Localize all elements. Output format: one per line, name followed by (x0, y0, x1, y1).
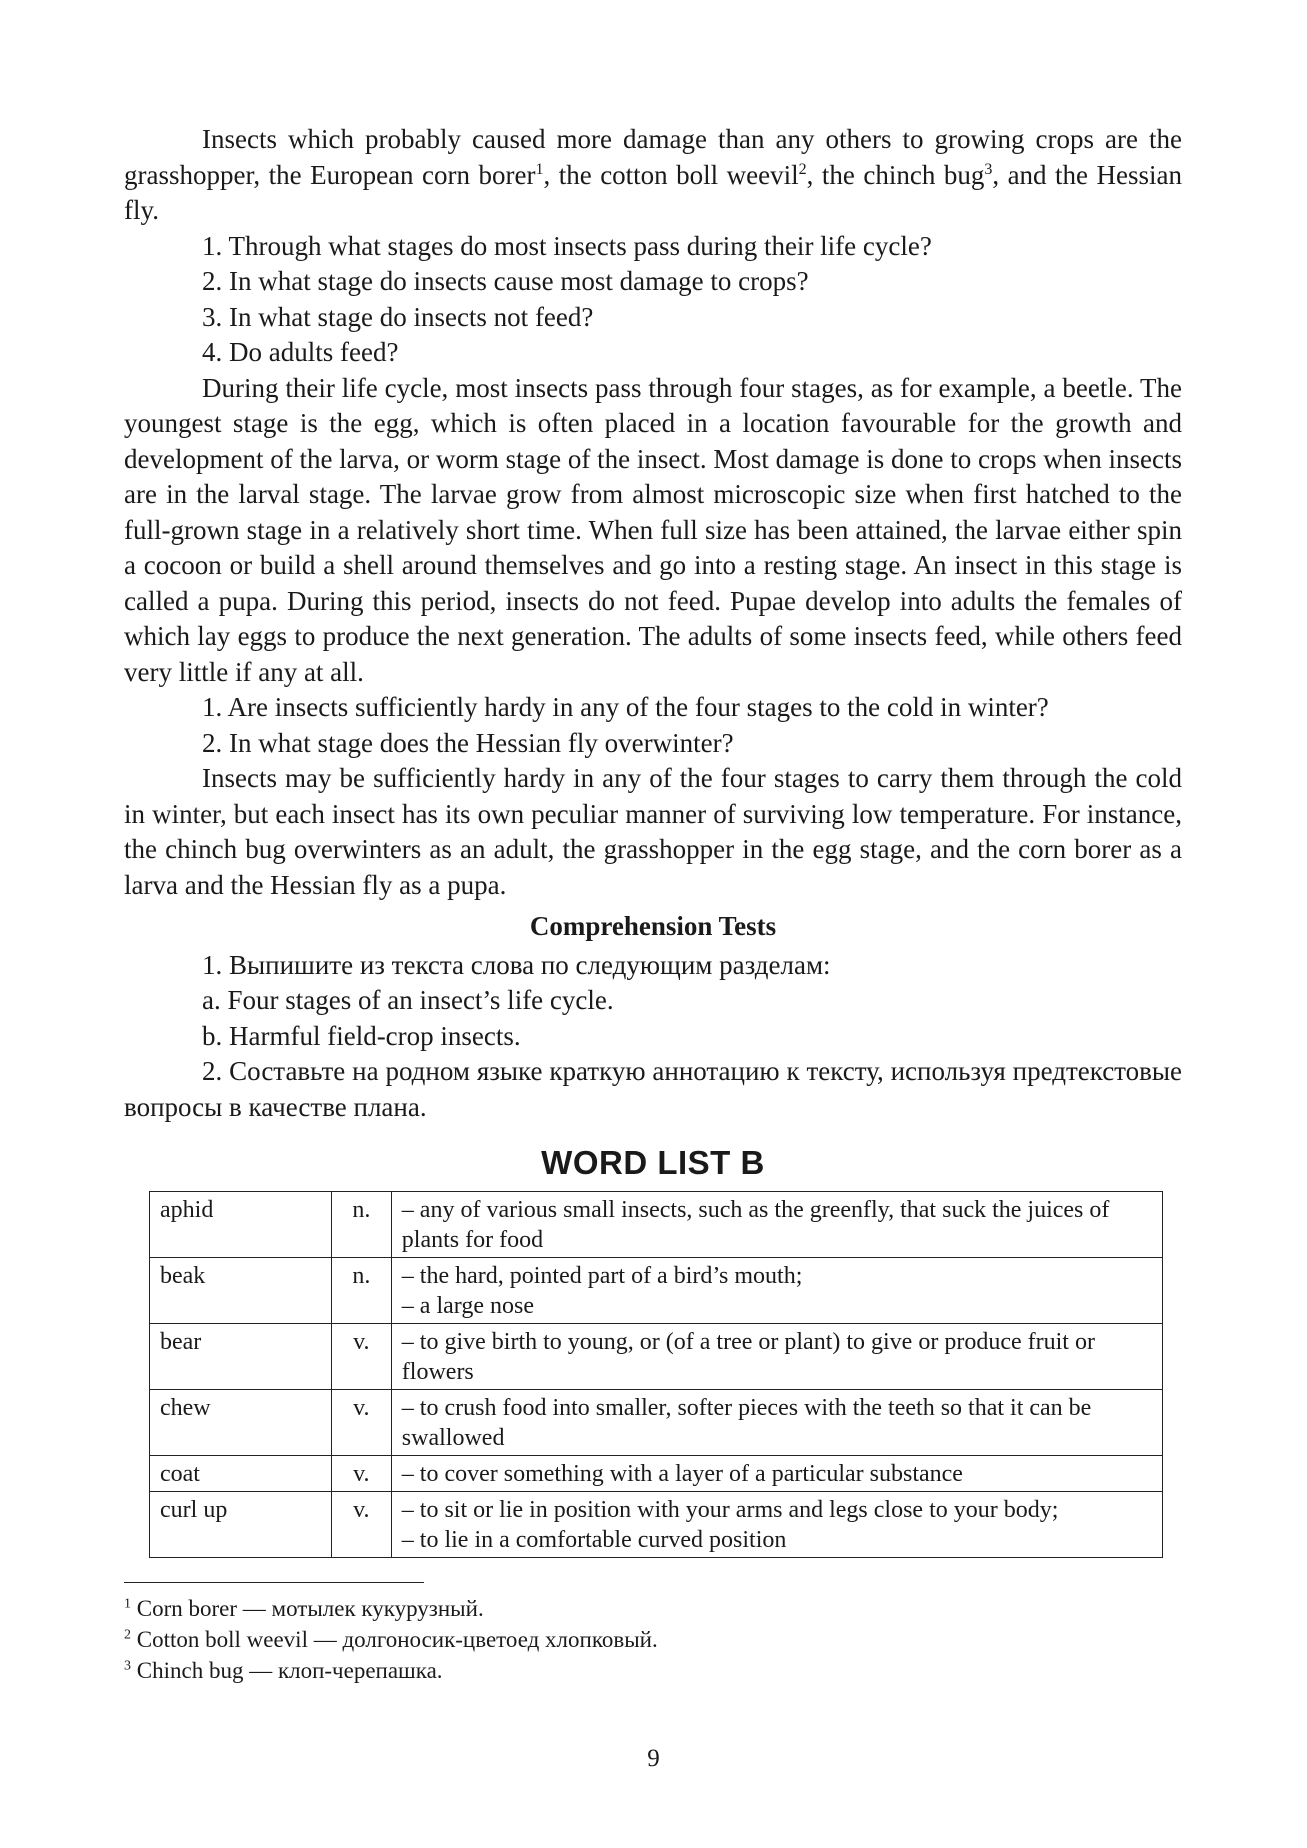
intro-text-b: , the cotton boll weevil (543, 159, 799, 190)
part-of-speech-cell: v. (331, 1390, 391, 1456)
footnote-ref-1: 1 (535, 160, 544, 178)
word-list-table (149, 1191, 1163, 1558)
question: 3. In what stage do insects not feed? (202, 301, 594, 332)
definition-line: – any of various small insects, such as the greenfly, that suck the juices of plants for food (401, 1197, 1110, 1253)
definition-line: – to cover something with a layer of a particular substance (401, 1461, 963, 1487)
winter-paragraph: Insects may be sufficiently hardy in any of the four stages to carry them through the cold in winter, but each insect has its own peculiar manner of surviving low temperature. For instance, the chinch bug overwinters as an adult, the grasshopper in the egg stage, and the corn borer as a larva and the Hessian fly as a pupa. (124, 763, 1182, 900)
definition-line: – to give birth to young, or (of a tree or plant) to give or produce fruit or flowers (401, 1329, 1095, 1385)
comprehension-task-2: 2. Составьте на родном языке краткую аннотацию к тексту, используя предтекстовые вопросы в качестве плана. (124, 1056, 1182, 1122)
definition-line: – the hard, pointed part of a bird’s mouth; (401, 1263, 803, 1289)
intro-text-d: , and the Hessian fly. (124, 159, 1182, 225)
part-of-speech-cell: v. (331, 1456, 391, 1492)
word-cell: coat (150, 1456, 332, 1492)
definition-cell (391, 1390, 1162, 1456)
document-page (124, 122, 1182, 1686)
footnote-text: Cotton boll weevil — долгоносик-цветоед хлопковый. (136, 1627, 658, 1652)
footnote-text: Corn borer — мотылек кукурузный. (136, 1596, 484, 1621)
definition-cell (391, 1456, 1162, 1492)
table-row (150, 1390, 1163, 1456)
definition-line: – to crush food into smaller, softer pieces with the teeth so that it can be swallowed (401, 1395, 1092, 1451)
definition-cell (391, 1492, 1162, 1558)
intro-text-c: , the chinch bug (806, 159, 985, 190)
page-number: 9 (647, 1745, 660, 1772)
comprehension-task-1: 1. Выпишите из текста слова по следующим разделам: (202, 949, 831, 980)
footnote-number: 1 (124, 1596, 131, 1612)
word-list-heading: WORD LIST B (541, 1144, 765, 1181)
question: 4. Do adults feed? (202, 337, 399, 367)
word-cell: beak (150, 1258, 332, 1324)
part-of-speech-cell: n. (331, 1192, 391, 1258)
question: 1. Through what stages do most insects pass during their life cycle? (202, 230, 932, 261)
intro-text-a: Insects which probably caused more damage than any others to growing crops are the grasshopper, the European corn borer (124, 124, 1182, 190)
footnote-divider (124, 1582, 424, 1583)
footnote-text: Chinch bug — клоп-черепашка. (136, 1658, 443, 1683)
question: 2. In what stage does the Hessian fly overwinter? (202, 727, 734, 758)
part-of-speech-cell: n. (331, 1258, 391, 1324)
footnote (124, 1655, 1182, 1686)
comprehension-heading: Comprehension Tests (529, 911, 777, 941)
definition-line: – a large nose (401, 1293, 534, 1319)
definition-cell (391, 1258, 1162, 1324)
question: 1. Are insects sufficiently hardy in any of the four stages to the cold in winter? (202, 692, 1049, 722)
table-row (150, 1492, 1163, 1558)
table-row (150, 1192, 1163, 1258)
table-row (150, 1456, 1163, 1492)
footnote (124, 1624, 1182, 1655)
definition-cell (391, 1192, 1162, 1258)
footnote-ref-2: 2 (798, 160, 807, 178)
table-row (150, 1324, 1163, 1390)
question: 2. In what stage do insects cause most damage to crops? (202, 266, 809, 296)
footnote-number: 2 (124, 1627, 131, 1643)
comprehension-item-a: a. Four stages of an insect’s life cycle. (202, 985, 614, 1015)
footnote (124, 1593, 1182, 1624)
table-row (150, 1258, 1163, 1324)
definition-cell (391, 1324, 1162, 1390)
footnote-number: 3 (124, 1658, 131, 1674)
word-cell: bear (150, 1324, 332, 1390)
word-cell: chew (150, 1390, 332, 1456)
intro-paragraph (124, 122, 1182, 229)
part-of-speech-cell: v. (331, 1492, 391, 1558)
word-cell: aphid (150, 1192, 332, 1258)
definition-line: – to sit or lie in position with your arms and legs close to your body; (401, 1497, 1059, 1523)
definition-line: – to lie in a comfortable curved position (401, 1527, 787, 1553)
life-cycle-paragraph: During their life cycle, most insects pass through four stages, as for example, a beetle. The youngest stage is the egg, which is often placed in a location favourable for the growth and development of the larva, or worm stage of the insect. Most damage is done to crops when insects are in the larval stage. The larvae grow from almost microscopic size when first hatched to the full-grown stage in a relatively short time. When full size has been attained, the larvae either spin a cocoon or build a shell around themselves and go into a resting stage. An insect in this stage is called a pupa. During this period, insects do not feed. Pupae develop into adults the females of which lay eggs to produce the next generation. The adults of some insects feed, while others feed very little if any at all. (124, 372, 1182, 687)
footnote-ref-3: 3 (984, 160, 993, 178)
comprehension-item-b: b. Harmful field-crop insects. (202, 1020, 521, 1051)
part-of-speech-cell: v. (331, 1324, 391, 1390)
word-cell: curl up (150, 1492, 332, 1558)
